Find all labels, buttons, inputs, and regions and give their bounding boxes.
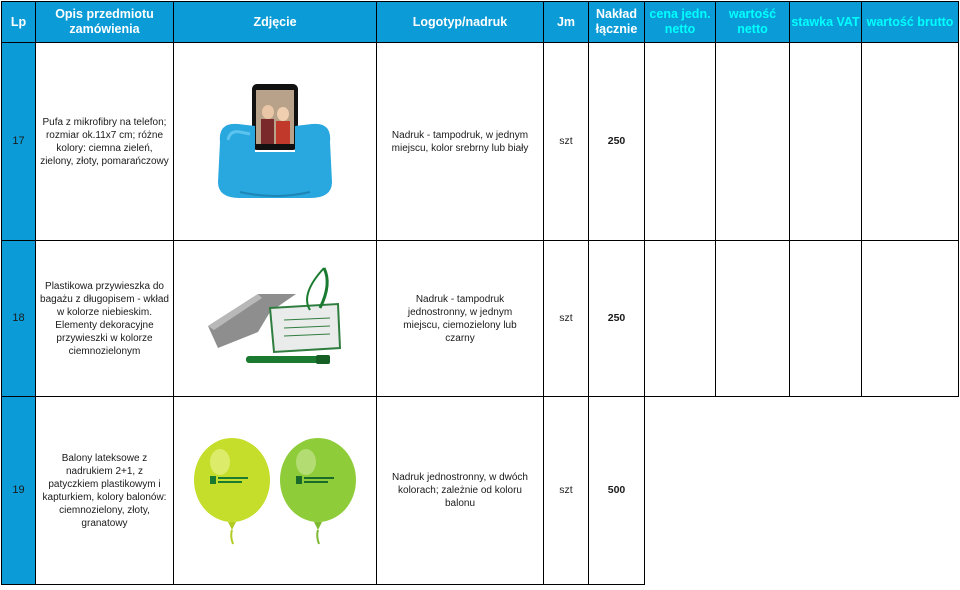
row-quantity: 250 [589, 43, 645, 241]
header-row [2, 2, 959, 43]
row-unit-price[interactable] [645, 241, 716, 397]
row-jm: szt [544, 397, 589, 585]
row-net-value[interactable] [716, 43, 790, 241]
row-lp: 19 [2, 397, 36, 585]
header-lp: Lp [2, 2, 36, 43]
row-description: Pufa z mikrofibry na telefon; rozmiar ok.11x7 cm; różne kolory: ciemna zieleń, zielony, złoty, pomarańczowy [36, 43, 174, 241]
header-gross-value: wartość brutto [862, 2, 959, 43]
table-row [2, 397, 959, 585]
row-quantity: 500 [589, 397, 645, 585]
row-logo: Nadruk jednostronny, w dwóch kolorach; zależnie od koloru balonu [377, 397, 544, 585]
row-lp: 17 [2, 43, 36, 241]
header-description: Opis przedmiotu zamówienia [36, 2, 174, 43]
row-jm: szt [544, 241, 589, 397]
row-unit-price[interactable] [645, 43, 716, 241]
table-row [2, 43, 959, 241]
row-photo [174, 241, 377, 397]
row-lp: 18 [2, 241, 36, 397]
balloons-photo-icon [188, 436, 363, 546]
header-vat: stawka VAT [790, 2, 862, 43]
header-jm: Jm [544, 2, 589, 43]
row-logo: Nadruk - tampodruk jednostronny, w jednym miejscu, ciemozielony lub czarny [377, 241, 544, 397]
luggage-tag-photo-icon [200, 264, 350, 374]
row-empty-area [645, 397, 959, 585]
row-jm: szt [544, 43, 589, 241]
row-gross-value[interactable] [862, 241, 959, 397]
row-quantity: 250 [589, 241, 645, 397]
row-gross-value[interactable] [862, 43, 959, 241]
header-unit-price: cena jedn. netto [645, 2, 716, 43]
row-photo [174, 397, 377, 585]
row-vat[interactable] [790, 43, 862, 241]
row-net-value[interactable] [716, 241, 790, 397]
order-table [1, 1, 959, 585]
phone-beanbag-photo-icon [210, 82, 340, 202]
row-photo [174, 43, 377, 241]
table-row [2, 241, 959, 397]
header-net-value: wartość netto [716, 2, 790, 43]
header-logo: Logotyp/nadruk [377, 2, 544, 43]
header-photo: Zdjęcie [174, 2, 377, 43]
row-vat[interactable] [790, 241, 862, 397]
row-description: Plastikowa przywieszka do bagażu z długopisem - wkład w kolorze niebieskim. Elementy dekoracyjne przywieszki w kolorze ciemnozielonym [36, 241, 174, 397]
row-logo: Nadruk - tampodruk, w jednym miejscu, kolor srebrny lub biały [377, 43, 544, 241]
header-quantity: Nakład łącznie [589, 2, 645, 43]
row-description: Balony lateksowe z nadrukiem 2+1, z patyczkiem plastikowym i kapturkiem, kolory balonów: ciemnozielony, złoty, granatowy [36, 397, 174, 585]
